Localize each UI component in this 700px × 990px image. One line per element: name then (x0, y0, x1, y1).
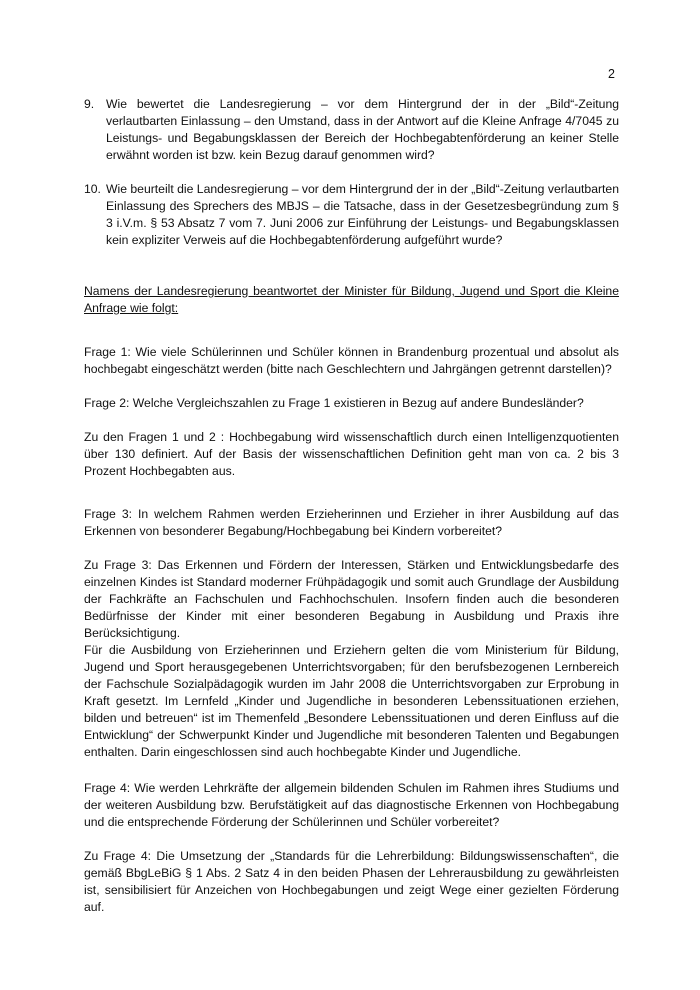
frage-2: Frage 2: Welche Vergleichszahlen zu Frage 1 existieren in Bezug auf andere Bundesländer? (84, 396, 584, 410)
frage-1: Frage 1: Wie viele Schülerinnen und Schüler können in Brandenburg prozentual und absolut als hochbegabt eingeschätzt werden (bitte nach Geschlechtern und Jahrgängen getrennt darstellen)? (84, 345, 619, 376)
page-number: 2 (608, 67, 615, 81)
frage-3: Frage 3: In welchem Rahmen werden Erzieherinnen und Erzieher in ihrer Ausbildung auf das Erkennen von besonderer Begabung/Hochbegabung bei Kindern vorbereitet? (84, 507, 619, 538)
question-text: Wie beurteilt die Landesregierung – vor dem Hintergrund der in der „Bild“-Zeitung verlautbarten Einlassung des Sprechers des MBJS – die Tatsache, dass in der Gesetzesbegründung zum § 3 i.V.m. § 53 Absatz 7 vom 7. Juni 2006 zur Einführung der Leistungs- und Begabungsklassen kein expliziter Verweis auf die Hochbegabtenförderung aufgeführt wurde? (106, 182, 619, 247)
question-item-10 (84, 181, 619, 249)
question-item-9 (84, 96, 619, 164)
question-number: 9. (84, 97, 95, 111)
antwort-3-a: Zu Frage 3: Das Erkennen und Fördern der Interessen, Stärken und Entwicklungsbedarfe des einzelnen Kindes ist Standard moderner Frühpädagogik und somit auch Grundlage der Ausbildung der Fachkräfte an Fachschulen und Fachhochschulen. Insofern finden auch die besonderen Bedürfnisse der Kinder mit einer besonderen Begabung in Ausbildung und Praxis ihre Berücksichtigung. (84, 558, 619, 640)
antwort-3-b: Für die Ausbildung von Erzieherinnen und Erziehern gelten die vom Ministerium für Bildung, Jugend und Sport herausgegebenen Unterrichtsvorgaben; für den berufsbezogenen Lernbereich der Fachschule Sozialpädagogik wurden im Jahr 2008 die Unterrichtsvorgaben zur Erprobung in Kraft gesetzt. Im Lernfeld „Kinder und Jugendliche in besonderen Lebenssituationen erziehen, bilden und betreuen“ ist im Themenfeld „Besondere Lebenssituationen und deren Einfluss auf die Entwicklung“ der Schwerpunkt Kinder und Jugendliche mit besonderen Talenten und Begabungen enthalten. Darin eingeschlossen sind auch hochbegabte Kinder und Jugendliche. (84, 643, 619, 759)
question-number: 10. (84, 182, 101, 196)
frage-4: Frage 4: Wie werden Lehrkräfte der allgemein bildenden Schulen im Rahmen ihres Studiums und der weiteren Ausbildung bzw. Berufstätigkeit auf das diagnostische Erkennen von Hochbegabung und die entsprechende Förderung der Schülerinnen und Schüler vorbereitet? (84, 781, 619, 829)
question-text: Wie bewertet die Landesregierung – vor dem Hintergrund der in der „Bild“-Zeitung verlautbarten Einlassung – den Umstand, dass in der Antwort auf die Kleine Anfrage 4/7045 zu Leistungs- und Begabungsklassen der Bereich der Hochbegabtenförderung an keiner Stelle erwähnt worden ist bzw. kein Bezug darauf genommen wird? (106, 97, 619, 162)
answer-intro: Namens der Landesregierung beantwortet der Minister für Bildung, Jugend und Sport die Kleine Anfrage wie folgt: (84, 284, 619, 315)
antwort-1-2: Zu den Fragen 1 und 2 : Hochbegabung wird wissenschaftlich durch einen Intelligenzquotienten über 130 definiert. Auf der Basis der wissenschaftlichen Definition geht man von ca. 2 bis 3 Prozent Hochbegabten aus. (84, 430, 619, 478)
antwort-4: Zu Frage 4: Die Umsetzung der „Standards für die Lehrerbildung: Bildungswissenschaften“, die gemäß BbgLeBiG § 1 Abs. 2 Satz 4 in den beiden Phasen der Lehrerausbildung zu gewährleisten ist, sensibilisiert für Anzeichen von Hochbegabungen und zeigt Wege einer gezielten Förderung auf. (84, 849, 619, 914)
